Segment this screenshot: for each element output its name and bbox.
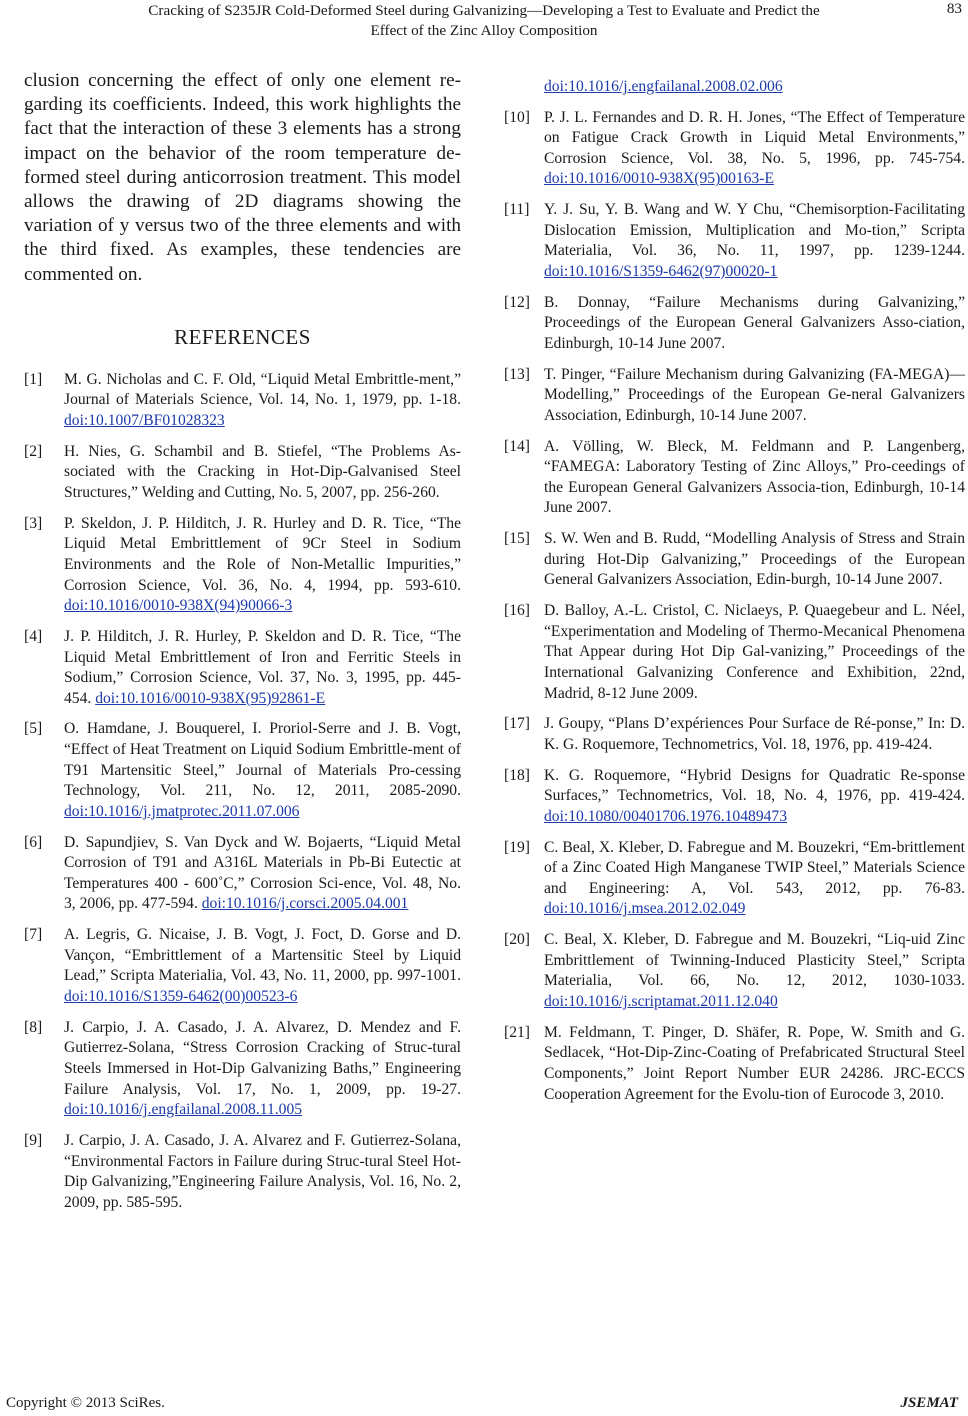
reference-item	[504, 601, 965, 704]
reference-body: J. Carpio, J. A. Casado, J. A. Alvarez, D. Mendez and F. Gutierrez-Solana, “Stress Corrosion Cracking of Struc-tural Steels Immersed in Hot-Dip Galvanizing Baths,” Engineering Failure Analysis, Vol. 17, No. 1, 2009, pp. 19-27.	[64, 1018, 461, 1098]
reference-body: S. W. Wen and B. Rudd, “Modelling Analysis of Stress and Strain during Hot-Dip Galvanizing,” Proceedings of the European General Galvanizers Association, Edin-burgh, 10-14 June 2007.	[544, 530, 965, 589]
reference-body: J. Carpio, J. A. Casado, J. A. Alvarez and F. Gutierrez-Solana, “Environmental Factors in Failure during Struc-tural Steel Hot-Dip Galvanizing,”Engineering Failure Analysis, Vol. 16, No. 2, 2009, pp. 585-595.	[64, 1131, 461, 1211]
reference-text	[64, 925, 461, 1007]
reference-number: [4]	[24, 627, 43, 645]
reference-text	[544, 714, 965, 755]
reference-number: [3]	[24, 514, 43, 532]
reference-doi-link[interactable]: doi:10.1016/0010-938X(94)90066-3	[64, 597, 293, 615]
reference-text	[64, 370, 461, 432]
reference-number: [18]	[504, 766, 530, 784]
reference-doi-link[interactable]: doi:10.1016/j.jmatprotec.2011.07.006	[64, 802, 300, 820]
reference-text	[544, 293, 965, 355]
reference-number: [1]	[24, 370, 43, 388]
reference-item	[504, 200, 965, 282]
footer-journal: JSEMAT	[900, 1395, 958, 1411]
references-list-right	[504, 108, 965, 1106]
reference-item	[24, 514, 461, 617]
reference-number: [12]	[504, 293, 530, 311]
reference-doi-link[interactable]: doi:10.1016/S1359-6462(97)00020-1	[544, 262, 778, 280]
reference-item	[504, 108, 965, 190]
reference-item	[504, 930, 965, 1012]
reference-doi-link[interactable]: doi:10.1016/0010-938X(95)00163-E	[544, 170, 774, 188]
reference-item	[24, 719, 461, 822]
reference-doi-link[interactable]: doi:10.1016/j.msea.2012.02.049	[544, 900, 746, 918]
ref-9-doi-link[interactable]: doi:10.1016/j.engfailanal.2008.02.006	[544, 78, 783, 95]
reference-item	[24, 925, 461, 1007]
body-paragraph: clusion concerning the effect of only one element re-garding its coefficients. Indeed, this work highlights the fact that the interaction of these 3 elements has a strong impact on the behavior of the room temperature de-formed steel during anticorrosion treatment. This model allows the drawing of 2D diagrams showing the variation of y versus two of the three elements and with the third fixed. As examples, these tendencies are commented on.	[24, 70, 461, 285]
reference-doi-link[interactable]: doi:10.1080/00401706.1976.10489473	[544, 807, 788, 825]
reference-body: T. Pinger, “Failure Mechanism during Galvanizing (FA-MEGA)—Modelling,” Proceedings of the European Ge-neral Galvanizers Association, Edinburgh, 10-14 June 2007.	[544, 365, 965, 424]
reference-body: O. Hamdane, J. Bouquerel, I. Proriol-Serre and J. B. Vogt, “Effect of Heat Treatment on Liquid Sodium Embrittle-ment of T91 Martensitic Steel,” Journal of Materials Pro-cessing Technology, Vol. 211, No. 12, 2011, 2085-2090.	[64, 720, 461, 800]
reference-body: H. Nies, G. Schambil and B. Stiefel, “The Problems As-sociated with the Cracking in Hot-Dip-Galvanised Steel Structures,” Welding and Cutting, No. 5, 2007, pp. 256-260.	[64, 442, 461, 501]
reference-doi-link[interactable]: doi:10.1016/j.corsci.2005.04.001	[201, 895, 409, 913]
running-header	[40, 1, 928, 41]
reference-number: [14]	[504, 437, 530, 455]
reference-number: [16]	[504, 602, 530, 620]
reference-item	[504, 766, 965, 828]
reference-text	[544, 601, 965, 704]
reference-body: A. Völling, W. Bleck, M. Feldmann and P. Langenberg, “FAMEGA: Laboratory Testing of Zinc Alloys,” Pro-ceedings of the European General Galvanizers Associa-tion, Edinburgh, 10-14 June 2007.	[544, 437, 965, 517]
reference-number: [20]	[504, 931, 530, 949]
reference-number: [8]	[24, 1018, 43, 1036]
reference-text	[64, 1018, 461, 1121]
reference-item	[504, 437, 965, 519]
reference-body: C. Beal, X. Kleber, D. Fabregue and M. Bouzekri, “Liq-uid Zinc Embrittlement of Twinning-Induced Plasticity Steel,” Scripta Materialia, Vol. 66, No. 12, 2012, 1030-1033.	[544, 931, 965, 990]
reference-text	[64, 627, 461, 709]
reference-text	[64, 442, 461, 504]
reference-body: P. Skeldon, J. P. Hilditch, J. R. Hurley and D. R. Tice, “The Liquid Metal Embrittlement of 9Cr Steel in Sodium Environments and the Role of Non-Metallic Impurities,” Corrosion Science, Vol. 36, No. 4, 1994, pp. 593-610.	[64, 514, 461, 594]
reference-number: [13]	[504, 365, 530, 383]
reference-text	[64, 833, 461, 915]
reference-number: [9]	[24, 1131, 43, 1149]
reference-number: [19]	[504, 838, 530, 856]
reference-text	[544, 1023, 965, 1105]
reference-text	[544, 200, 965, 282]
header-title-line2: Effect of the Zinc Alloy Composition	[370, 22, 598, 39]
left-column	[24, 69, 461, 1223]
reference-item	[24, 370, 461, 432]
reference-body: J. Goupy, “Plans D’expériences Pour Surface de Ré-ponse,” In: D. K. G. Roquemore, Technometrics, Vol. 18, 1976, pp. 419-424.	[544, 715, 965, 753]
reference-number: [7]	[24, 926, 43, 944]
reference-text	[544, 766, 965, 828]
reference-number: [2]	[24, 442, 43, 460]
reference-number: [15]	[504, 530, 530, 548]
reference-item	[504, 1023, 965, 1105]
reference-text	[544, 437, 965, 519]
reference-text	[544, 838, 965, 920]
footer-copyright: Copyright © 2013 SciRes.	[6, 1395, 165, 1411]
reference-body: D. Balloy, A.-L. Cristol, C. Niclaeys, P. Quaegebeur and L. Néel, “Experimentation and Modeling of Thermo-Mecanical Phenomena That Appear during Hot Dip Gal-vanizing,” Proceedings of the International Galvanizing Conference and Exhibition, 22nd, Madrid, 8-12 June 2009.	[544, 602, 965, 702]
right-column	[504, 77, 965, 1115]
reference-body: Y. J. Su, Y. B. Wang and W. Y Chu, “Chemisorption-Facilitating Dislocation Emission, Multiplication and Mo-tion,” Scripta Materialia, Vol. 36, No. 11, 1997, pp. 1239-1244.	[544, 201, 965, 260]
reference-number: [17]	[504, 715, 530, 733]
reference-body: B. Donnay, “Failure Mechanisms during Galvanizing,” Proceedings of the European General Galvanizers Asso-ciation, Edinburgh, 10-14 June 2007.	[544, 293, 965, 352]
reference-item	[504, 714, 965, 755]
references-title: REFERENCES	[174, 324, 311, 349]
page-number: 83	[946, 0, 962, 17]
reference-item	[504, 293, 965, 355]
reference-item	[504, 365, 965, 427]
reference-doi-link[interactable]: doi:10.1016/j.scriptamat.2011.12.040	[544, 993, 778, 1011]
reference-doi-link[interactable]: doi:10.1016/j.engfailanal.2008.11.005	[64, 1101, 303, 1119]
reference-body: K. G. Roquemore, “Hybrid Designs for Quadratic Re-sponse Surfaces,” Technometrics, Vol. 18, No. 4, 1976, pp. 419-424.	[544, 766, 965, 805]
reference-body: M. G. Nicholas and C. F. Old, “Liquid Metal Embrittle-ment,” Journal of Materials Science, Vol. 14, No. 1, 1979, pp. 1-18.	[64, 370, 461, 409]
reference-number: [11]	[504, 201, 530, 219]
reference-text	[64, 1131, 461, 1213]
reference-number: [6]	[24, 833, 43, 851]
reference-item	[504, 529, 965, 591]
reference-doi-link[interactable]: doi:10.1016/0010-938X(95)92861-E	[95, 689, 326, 707]
reference-text	[544, 365, 965, 427]
reference-text	[544, 930, 965, 1012]
reference-doi-link[interactable]: doi:10.1007/BF01028323	[64, 412, 225, 430]
reference-body: C. Beal, X. Kleber, D. Fabregue and M. Bouzekri, “Em-brittlement of a Zinc Coated High Manganese TWIP Steel,” Materials Science and Engineering: A, Vol. 543, 2012, pp. 76-83.	[544, 838, 965, 897]
reference-text	[64, 719, 461, 822]
reference-doi-link[interactable]: doi:10.1016/S1359-6462(00)00523-6	[64, 987, 298, 1005]
reference-number: [5]	[24, 720, 43, 738]
reference-item	[24, 627, 461, 709]
reference-body: J. P. Hilditch, J. R. Hurley, P. Skeldon and D. R. Tice, “The Liquid Metal Embrittlement of Iron and Ferritic Steels in Sodium,” Corrosion Science, Vol. 37, No. 3, 1995, pp. 445-454.	[64, 627, 461, 707]
reference-text	[64, 514, 461, 617]
reference-body: A. Legris, G. Nicaise, J. B. Vogt, J. Foct, D. Gorse and D. Vançon, “Embrittlement of a Martensitic Steel by Liquid Lead,” Scripta Materialia, Vol. 43, No. 11, 2000, pp. 997-1001.	[64, 926, 461, 985]
reference-body: P. J. L. Fernandes and D. R. H. Jones, “The Effect of Temperature on Fatigue Crack Growth in Liquid Metal Environments,” Corrosion Science, Vol. 38, No. 5, 1996, pp. 745-754.	[544, 108, 965, 167]
reference-item	[24, 1018, 461, 1121]
reference-text	[544, 529, 965, 591]
reference-item	[24, 442, 461, 504]
header-title-line1: Cracking of S235JR Cold-Deformed Steel during Galvanizing—Developing a Test to Evaluate and Predict the	[148, 2, 820, 19]
reference-number: [21]	[504, 1023, 530, 1041]
references-list-left	[24, 370, 461, 1213]
reference-item	[24, 1131, 461, 1213]
reference-item	[504, 838, 965, 920]
reference-body: M. Feldmann, T. Pinger, D. Shäfer, R. Pope, W. Smith and G. Sedlacek, “Hot-Dip-Zinc-Coating of Prefabricated Structural Steel Components,” Joint Report Number EUR 24286. JRC-ECCS Cooperation Agreement for the Evolu-tion of Eurocode 3, 2010.	[544, 1023, 965, 1103]
reference-number: [10]	[504, 108, 530, 126]
reference-text	[544, 108, 965, 190]
reference-item	[24, 833, 461, 915]
reference-body: D. Sapundjiev, S. Van Dyck and W. Bojaerts, “Liquid Metal Corrosion of T91 and A316L Materials in Pb-Bi Eutectic at Temperatures 400 - 600˚C,” Corrosion Sci-ence, Vol. 48, No. 3, 2006, pp. 477-594.	[64, 833, 461, 913]
